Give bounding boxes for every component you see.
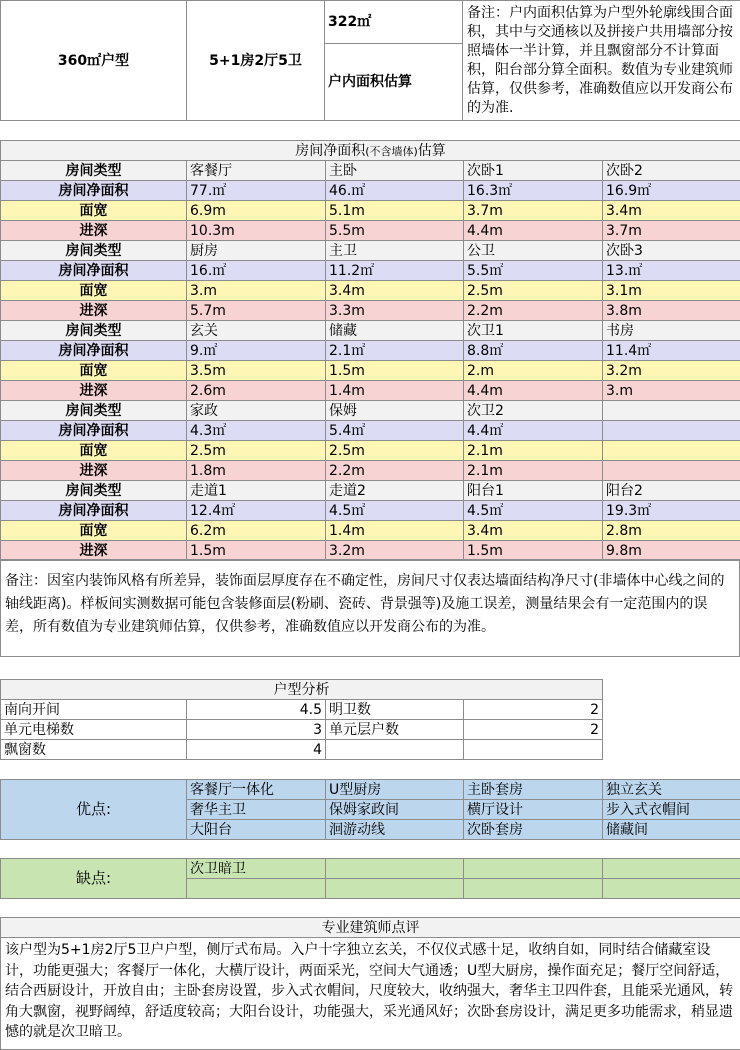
room-area-label: 房间净面积 <box>1 341 187 361</box>
room-depth-cell: 3.m <box>603 381 740 401</box>
room-type-label: 房间类型 <box>1 481 187 501</box>
room-width-label: 面宽 <box>1 361 187 381</box>
room-width-cell: 2.1m <box>464 441 603 461</box>
pros-item: 奢华主卫 <box>187 800 326 820</box>
room-type-cell: 保姆 <box>326 401 464 421</box>
pros-item: 独立玄关 <box>603 780 740 800</box>
pros-item: 储藏间 <box>603 820 740 840</box>
room-table-title-small: (不含墙体) <box>365 145 418 158</box>
cons-row <box>1 859 740 879</box>
room-area-cell: 4.3㎡ <box>187 421 326 441</box>
analysis-label: 明卫数 <box>326 700 464 720</box>
room-area-cell: 4.4㎡ <box>464 421 603 441</box>
room-type-row <box>1 161 740 181</box>
analysis-title: 户型分析 <box>1 680 603 700</box>
room-depth-label: 进深 <box>1 381 187 401</box>
cons-item <box>187 879 326 899</box>
room-depth-label: 进深 <box>1 461 187 481</box>
room-type-cell: 公卫 <box>464 241 603 261</box>
room-dimension-note: 备注：因室内装饰风格有所差异，装饰面层厚度存在不确定性，房间尺寸仅表达墙面结构净尺寸(非墙体中心线之间的轴线距离)。样板间实测数据可能包含装修面层(粉刷、瓷砖、背景强等)及施工误差，测量结果会有一定范围内的误差，所有数值为专业建筑师估算，仅供参考，准确数值应以开发商公布的为准。 <box>0 559 740 657</box>
pros-table <box>0 779 740 840</box>
room-depth-row <box>1 221 740 241</box>
room-depth-cell: 1.8m <box>187 461 326 481</box>
room-width-cell <box>603 441 740 461</box>
analysis-label: 南向开间 <box>1 700 187 720</box>
room-width-cell: 2.5m <box>326 441 464 461</box>
room-area-cell: 4.5㎡ <box>464 501 603 521</box>
room-depth-cell: 3.3m <box>326 301 464 321</box>
room-area-cell: 77.㎡ <box>187 181 326 201</box>
room-depth-row <box>1 381 740 401</box>
room-area-row <box>1 421 740 441</box>
room-width-label: 面宽 <box>1 441 187 461</box>
room-width-cell: 2.8m <box>603 521 740 541</box>
room-width-row <box>1 281 740 301</box>
room-area-row <box>1 181 740 201</box>
room-area-label: 房间净面积 <box>1 421 187 441</box>
analysis-label: 单元电梯数 <box>1 720 187 740</box>
room-area-cell <box>603 421 740 441</box>
unit-layout-cell: 5+1房2厅5卫 <box>187 1 325 121</box>
room-width-row <box>1 521 740 541</box>
room-table-title-main: 房间净面积 <box>295 143 365 159</box>
room-type-label: 房间类型 <box>1 161 187 181</box>
room-type-cell: 储藏 <box>326 321 464 341</box>
room-depth-cell: 10.3m <box>187 221 326 241</box>
room-depth-cell: 9.8m <box>603 541 740 561</box>
room-width-row <box>1 361 740 381</box>
room-table-title <box>1 141 740 161</box>
room-width-row <box>1 441 740 461</box>
analysis-row <box>1 700 603 720</box>
room-width-cell: 2.5m <box>187 441 326 461</box>
room-type-label: 房间类型 <box>1 241 187 261</box>
room-width-cell: 3.4m <box>464 521 603 541</box>
room-depth-cell: 3.2m <box>326 541 464 561</box>
room-area-cell: 9.㎡ <box>187 341 326 361</box>
room-width-cell: 6.9m <box>187 201 326 221</box>
room-width-cell: 1.4m <box>326 521 464 541</box>
room-table-title-suffix: 估算 <box>418 143 446 159</box>
room-area-cell: 19.3㎡ <box>603 501 740 521</box>
room-area-cell: 5.4㎡ <box>326 421 464 441</box>
room-type-cell: 走道2 <box>326 481 464 501</box>
room-depth-label: 进深 <box>1 221 187 241</box>
room-type-cell: 阳台1 <box>464 481 603 501</box>
analysis-value <box>464 740 603 760</box>
room-type-label: 房间类型 <box>1 321 187 341</box>
room-width-cell: 3.5m <box>187 361 326 381</box>
room-depth-cell: 3.8m <box>603 301 740 321</box>
room-type-row <box>1 321 740 341</box>
room-area-cell: 16.㎡ <box>187 261 326 281</box>
room-type-row <box>1 401 740 421</box>
room-width-cell: 5.1m <box>326 201 464 221</box>
room-depth-label: 进深 <box>1 541 187 561</box>
room-type-cell: 厨房 <box>187 241 326 261</box>
room-area-cell: 16.3㎡ <box>464 181 603 201</box>
room-depth-cell: 2.2m <box>464 301 603 321</box>
analysis-row <box>1 740 603 760</box>
room-depth-row <box>1 541 740 561</box>
room-type-cell: 客餐厅 <box>187 161 326 181</box>
room-width-cell: 3.4m <box>603 201 740 221</box>
room-width-cell: 3.2m <box>603 361 740 381</box>
room-width-cell: 1.5m <box>326 361 464 381</box>
analysis-value: 2 <box>464 720 603 740</box>
room-type-cell: 阳台2 <box>603 481 740 501</box>
room-area-row <box>1 501 740 521</box>
analysis-value: 3 <box>187 720 326 740</box>
room-type-cell: 主卧 <box>326 161 464 181</box>
pros-item: 步入式衣帽间 <box>603 800 740 820</box>
room-area-cell: 8.8㎡ <box>464 341 603 361</box>
unit-area-cell: 360㎡户型 <box>1 1 187 121</box>
room-type-row <box>1 241 740 261</box>
room-type-cell: 书房 <box>603 321 740 341</box>
analysis-value: 4 <box>187 740 326 760</box>
room-depth-row <box>1 461 740 481</box>
room-area-cell: 11.2㎡ <box>326 261 464 281</box>
room-area-cell: 12.4㎡ <box>187 501 326 521</box>
room-type-cell: 次卫1 <box>464 321 603 341</box>
room-depth-cell: 3.7m <box>603 221 740 241</box>
indoor-area-value: 322㎡ <box>325 1 463 44</box>
room-type-cell: 家政 <box>187 401 326 421</box>
room-width-label: 面宽 <box>1 281 187 301</box>
room-depth-label: 进深 <box>1 301 187 321</box>
room-area-label: 房间净面积 <box>1 501 187 521</box>
room-area-cell: 11.4㎡ <box>603 341 740 361</box>
cons-item <box>603 879 740 899</box>
room-width-label: 面宽 <box>1 521 187 541</box>
room-area-row <box>1 261 740 281</box>
room-type-cell: 玄关 <box>187 321 326 341</box>
room-depth-cell: 2.1m <box>464 461 603 481</box>
analysis-label <box>326 740 464 760</box>
pros-item: 客餐厅一体化 <box>187 780 326 800</box>
indoor-area-note: 备注：户内面积估算为户型外轮廓线围合面积，其中与交通核以及拼接户共用墙部分按照墙体一半计算，并且飘窗部分不计算面积，阳台部分算全面积。数值为专业建筑师估算，仅供参考，准确数值应以开发商公布的为准. <box>463 1 740 121</box>
comment-title: 专业建筑师点评 <box>1 918 740 938</box>
indoor-area-label: 户内面积估算 <box>325 44 463 121</box>
pros-item: 横厅设计 <box>464 800 603 820</box>
room-area-table <box>0 140 740 561</box>
cons-item <box>603 859 740 879</box>
room-width-cell: 2.m <box>464 361 603 381</box>
room-area-cell: 13.㎡ <box>603 261 740 281</box>
room-width-cell: 3.7m <box>464 201 603 221</box>
room-area-label: 房间净面积 <box>1 181 187 201</box>
room-width-cell: 3.4m <box>326 281 464 301</box>
room-depth-cell: 5.5m <box>326 221 464 241</box>
room-width-label: 面宽 <box>1 201 187 221</box>
room-type-cell: 走道1 <box>187 481 326 501</box>
room-width-cell: 6.2m <box>187 521 326 541</box>
room-type-cell: 次卧2 <box>603 161 740 181</box>
room-width-cell: 3.m <box>187 281 326 301</box>
cons-item <box>326 859 464 879</box>
cons-item <box>464 879 603 899</box>
unit-analysis-table <box>0 679 603 760</box>
room-depth-cell: 4.4m <box>464 381 603 401</box>
cons-item <box>326 879 464 899</box>
room-type-cell: 次卧3 <box>603 241 740 261</box>
room-type-label: 房间类型 <box>1 401 187 421</box>
room-area-cell: 46.㎡ <box>326 181 464 201</box>
room-width-row <box>1 201 740 221</box>
cons-label: 缺点: <box>1 859 187 899</box>
room-depth-cell: 1.5m <box>187 541 326 561</box>
pros-item: 大阳台 <box>187 820 326 840</box>
room-area-row <box>1 341 740 361</box>
pros-item: 主卧套房 <box>464 780 603 800</box>
room-depth-cell: 2.2m <box>326 461 464 481</box>
analysis-row <box>1 720 603 740</box>
room-area-cell: 5.5㎡ <box>464 261 603 281</box>
room-type-row <box>1 481 740 501</box>
cons-item <box>464 859 603 879</box>
unit-summary-table <box>0 0 740 121</box>
room-depth-cell: 5.7m <box>187 301 326 321</box>
room-width-cell: 2.5m <box>464 281 603 301</box>
room-depth-cell: 1.4m <box>326 381 464 401</box>
room-type-cell <box>603 401 740 421</box>
pros-item: U型厨房 <box>326 780 464 800</box>
room-area-label: 房间净面积 <box>1 261 187 281</box>
analysis-value: 4.5 <box>187 700 326 720</box>
analysis-label: 飘窗数 <box>1 740 187 760</box>
room-width-cell: 3.1m <box>603 281 740 301</box>
room-area-cell: 4.5㎡ <box>326 501 464 521</box>
pros-item: 保姆家政间 <box>326 800 464 820</box>
room-type-cell: 次卫2 <box>464 401 603 421</box>
room-depth-cell: 4.4m <box>464 221 603 241</box>
cons-table <box>0 858 740 899</box>
room-type-cell: 次卧1 <box>464 161 603 181</box>
comment-body: 该户型为5+1房2厅5卫户户型，侧厅式布局。入户十字独立玄关，不仅仪式感十足，收纳自如，同时结合储藏室设计，功能更强大；客餐厅一体化，大横厅设计，两面采光，空间大气通透；U型大厨房，操作面充足；餐厅空间舒适，结合西厨设计，开放自由；主卧套房设置，步入式衣帽间，尺度较大，收纳强大，奢华主卫四件套，且能采光通风，转角大飘窗，视野阔绰，舒适度较高；大阳台设计，功能强大，采光通风好；次卧套房设计，满足更多功能需求，稍显遗憾的就是次卫暗卫。 <box>1 938 740 1050</box>
room-depth-cell <box>603 461 740 481</box>
analysis-label: 单元层户数 <box>326 720 464 740</box>
architect-comment-table <box>0 917 740 1050</box>
pros-row <box>1 780 740 800</box>
room-type-cell: 主卫 <box>326 241 464 261</box>
pros-item: 次卧套房 <box>464 820 603 840</box>
pros-item: 洄游动线 <box>326 820 464 840</box>
room-area-cell: 16.9㎡ <box>603 181 740 201</box>
cons-item: 次卫暗卫 <box>187 859 326 879</box>
analysis-value: 2 <box>464 700 603 720</box>
room-depth-cell: 2.6m <box>187 381 326 401</box>
pros-label: 优点: <box>1 780 187 840</box>
room-area-cell: 2.1㎡ <box>326 341 464 361</box>
room-depth-cell: 1.5m <box>464 541 603 561</box>
room-depth-row <box>1 301 740 321</box>
